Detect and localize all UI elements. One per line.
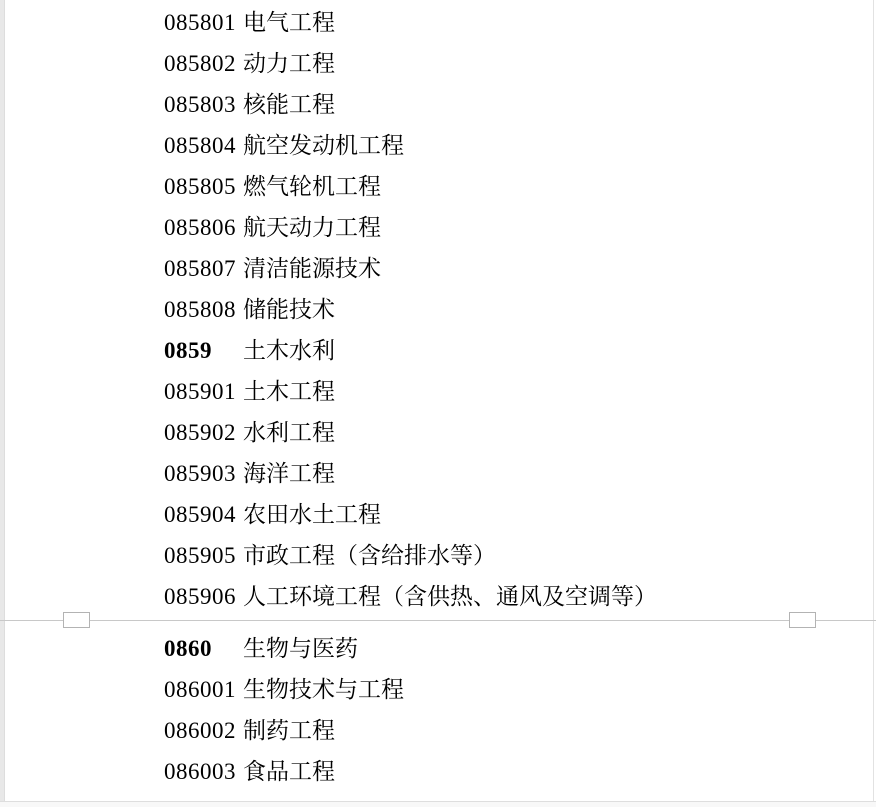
catalog-row <box>164 371 657 412</box>
catalog-row <box>164 248 657 289</box>
discipline-code: 0859 <box>164 338 212 363</box>
discipline-code: 085903 <box>164 461 236 486</box>
discipline-code: 0860 <box>164 636 212 661</box>
discipline-name: 食品工程 <box>243 759 335 784</box>
discipline-name: 海洋工程 <box>243 461 335 486</box>
discipline-name: 人工环境工程（含供热、通风及空调等） <box>243 584 657 609</box>
page-left-edge <box>0 0 5 806</box>
discipline-name: 生物与医药 <box>243 636 358 661</box>
discipline-list-page-2 <box>164 628 404 792</box>
catalog-row <box>164 576 657 617</box>
discipline-name: 市政工程（含给排水等） <box>243 543 496 568</box>
catalog-row <box>164 628 404 669</box>
discipline-code: 086002 <box>164 718 236 743</box>
discipline-name: 航空发动机工程 <box>243 133 404 158</box>
discipline-code: 085905 <box>164 543 236 568</box>
discipline-code: 086001 <box>164 677 236 702</box>
catalog-row <box>164 43 657 84</box>
page-break-line <box>0 620 876 621</box>
catalog-row <box>164 669 404 710</box>
catalog-row <box>164 84 657 125</box>
page-margin-marker-right <box>789 612 816 628</box>
discipline-name: 航天动力工程 <box>243 215 381 240</box>
discipline-code: 085801 <box>164 10 236 35</box>
catalog-row <box>164 289 657 330</box>
catalog-row <box>164 207 657 248</box>
discipline-code: 085805 <box>164 174 236 199</box>
discipline-name: 农田水土工程 <box>243 502 381 527</box>
discipline-name: 生物技术与工程 <box>243 677 404 702</box>
discipline-code: 085904 <box>164 502 236 527</box>
catalog-row <box>164 751 404 792</box>
discipline-name: 核能工程 <box>243 92 335 117</box>
discipline-name: 土木水利 <box>243 338 335 363</box>
discipline-name: 土木工程 <box>243 379 335 404</box>
discipline-code: 085803 <box>164 92 236 117</box>
discipline-code: 085902 <box>164 420 236 445</box>
page-right-edge <box>873 0 874 806</box>
discipline-name: 燃气轮机工程 <box>243 174 381 199</box>
catalog-row <box>164 710 404 751</box>
catalog-row <box>164 166 657 207</box>
discipline-code: 086003 <box>164 759 236 784</box>
discipline-code: 085901 <box>164 379 236 404</box>
discipline-code: 085806 <box>164 215 236 240</box>
discipline-name: 电气工程 <box>243 10 335 35</box>
page-bottom-edge <box>0 801 876 807</box>
discipline-code: 085804 <box>164 133 236 158</box>
catalog-row <box>164 494 657 535</box>
catalog-row <box>164 330 657 371</box>
discipline-name: 动力工程 <box>243 51 335 76</box>
discipline-code: 085906 <box>164 584 236 609</box>
catalog-row <box>164 2 657 43</box>
catalog-row <box>164 412 657 453</box>
discipline-list-page-1 <box>164 2 657 617</box>
catalog-row <box>164 453 657 494</box>
discipline-code: 085802 <box>164 51 236 76</box>
discipline-code: 085808 <box>164 297 236 322</box>
catalog-row <box>164 125 657 166</box>
discipline-code: 085807 <box>164 256 236 281</box>
catalog-row <box>164 535 657 576</box>
discipline-name: 储能技术 <box>243 297 335 322</box>
discipline-name: 制药工程 <box>243 718 335 743</box>
page-margin-marker-left <box>63 612 90 628</box>
discipline-name: 清洁能源技术 <box>243 256 381 281</box>
discipline-name: 水利工程 <box>243 420 335 445</box>
